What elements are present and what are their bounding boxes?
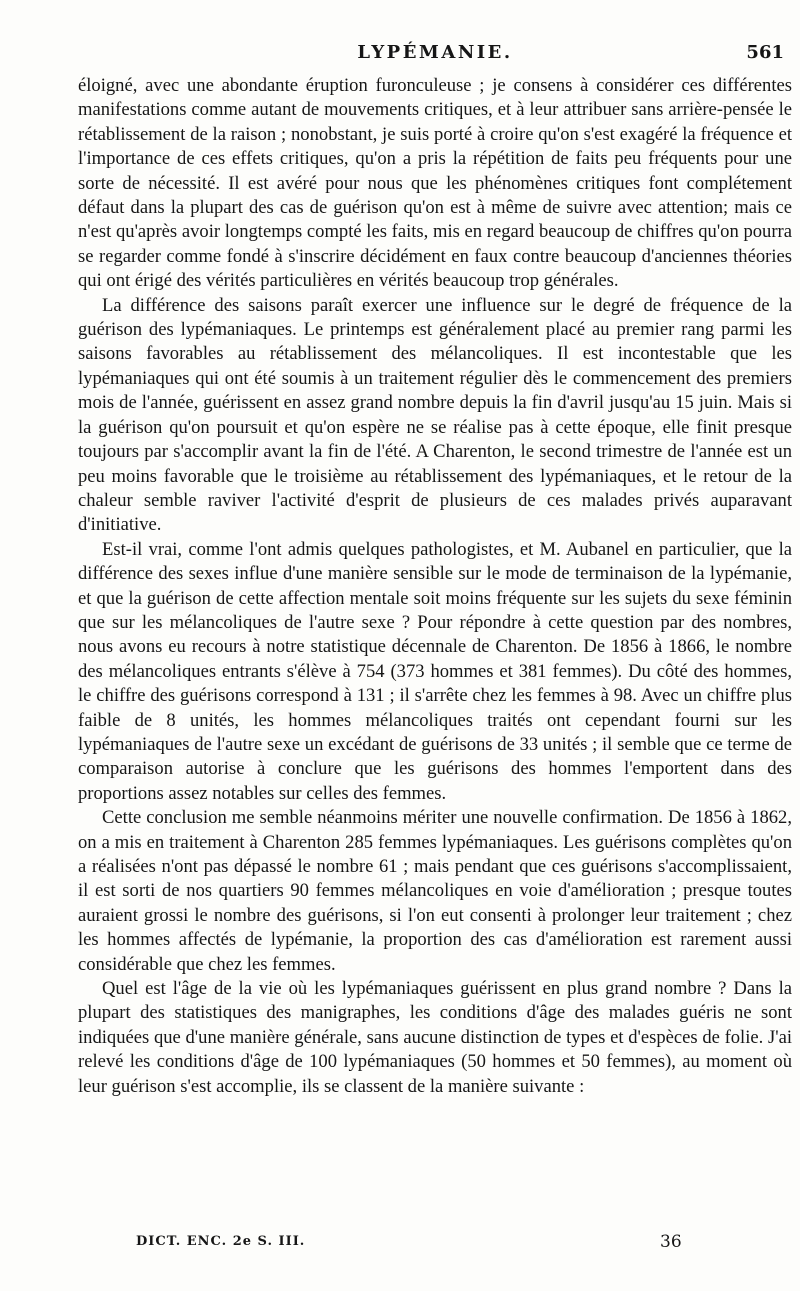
paragraph-4: Cette conclusion me semble néanmoins mériter une nouvelle confirmation. De 1856 à 1862, on a mis en traitement à Charenton 285 femmes lypémaniaques. Les guérisons complètes qu'on a réalisées n'ont pas dépassé le nombre 61 ; mais pendant que ces guérisons s'accomplissaient, il est sorti de nos quartiers 90 femmes mélancoliques en voie d'amélioration ; presque toutes auraient grossi le nombre des guérisons, si l'on eut consenti à prolonger leur traitement ; chez les hommes affectés de lypémanie, la proportion des cas d'amélioration est rarement aussi considérable que chez les femmes. bbox=[78, 807, 792, 975]
page-footer bbox=[78, 1232, 792, 1256]
page-number: 561 bbox=[746, 42, 784, 63]
body-text bbox=[78, 74, 792, 1099]
paragraph-1: éloigné, avec une abondante éruption furonculeuse ; je consens à considérer ces différentes manifestations comme autant de mouvements critiques, et à leur attribuer sans arrière-pensée le rétablissement de la raison ; nonobstant, je suis porté à croire qu'on s'est exagéré la fréquence et l'importance de ces effets critiques, qu'on a pris la répétition de faits peu fréquents pour une sorte de nécessité. Il est avéré pour nous que les phénomènes critiques font complétement défaut dans la plupart des cas de guérison qu'on est à même de suivre avec attention; mais ce n'est qu'après avoir longtemps compté les faits, mis en regard beaucoup de chiffres qu'on pourra se regarder comme fondé à s'inscrire décidément en faux contre beaucoup d'anciennes théories qui ont érigé des vérités particulières en vérités beaucoup trop générales. bbox=[78, 75, 792, 292]
paragraph-3: Est-il vrai, comme l'ont admis quelques pathologistes, et M. Aubanel en particulier, que la différence des sexes influe d'une manière sensible sur le mode de terminaison de la lypémanie, et que la guérison de cette affection mentale soit moins fréquente sur les sujets du sexe féminin que sur les mélancoliques de l'autre sexe ? Pour répondre à cette question par des nombres, nous avons eu recours à notre statistique décennale de Charenton. De 1856 à 1866, le nombre des mélancoliques entrants s'élève à 754 (373 hommes et 381 femmes). Du côté des hommes, le chiffre des guérisons correspond à 131 ; il s'arrête chez les femmes à 98. Avec un chiffre plus faible de 8 unités, les hommes mélancoliques traités ont cependant fourni sur les lypémaniaques de l'autre sexe un excédant de guérisons de 33 unités ; il semble que ce terme de comparaison autorise à conclure que les guérisons des hommes l'emportent dans des proportions assez notables sur celles des femmes. bbox=[78, 538, 792, 804]
paragraph-2: La différence des saisons paraît exercer une influence sur le degré de fréquence de la guérison des lypémaniaques. Le printemps est généralement placé au premier rang parmi les saisons favorables au rétablissement des mélancoliques. Il est incontestable que les lypémaniaques qui ont été soumis à un traitement régulier dès le commencement des premiers mois de l'année, guérissent en assez grand nombre depuis la fin d'avril jusqu'au 15 juin. Mais si la guérison qu'on poursuit et qu'on espère ne se réalise pas à cette époque, elle finit presque toujours par s'accomplir avant la fin de l'été. A Charenton, le second trimestre de l'année est un peu moins favorable que le troisième au rétablissement des lypémaniaques, et le retour de la chaleur semble raviver l'activité d'esprit de plusieurs de ces malades privés auparavant d'initiative. bbox=[78, 294, 792, 536]
running-title: LYPÉMANIE. bbox=[357, 42, 513, 63]
sheet-number: 36 bbox=[660, 1232, 682, 1252]
printer-signature: DICT. ENC. 2e S. III. bbox=[136, 1234, 306, 1249]
paragraph-5: Quel est l'âge de la vie où les lypémaniaques guérissent en plus grand nombre ? Dans la plupart des statistiques des manigraphes, les conditions d'âge des malades guéris ne sont indiquées que d'une manière générale, sans aucune distinction de types et d'espèces de folie. J'ai relevé les conditions d'âge de 100 lypémaniaques (50 hommes et 50 femmes), au moment où leur guérison s'est accomplie, ils se classent de la manière suivante : bbox=[78, 978, 792, 1097]
page-header bbox=[78, 42, 792, 68]
